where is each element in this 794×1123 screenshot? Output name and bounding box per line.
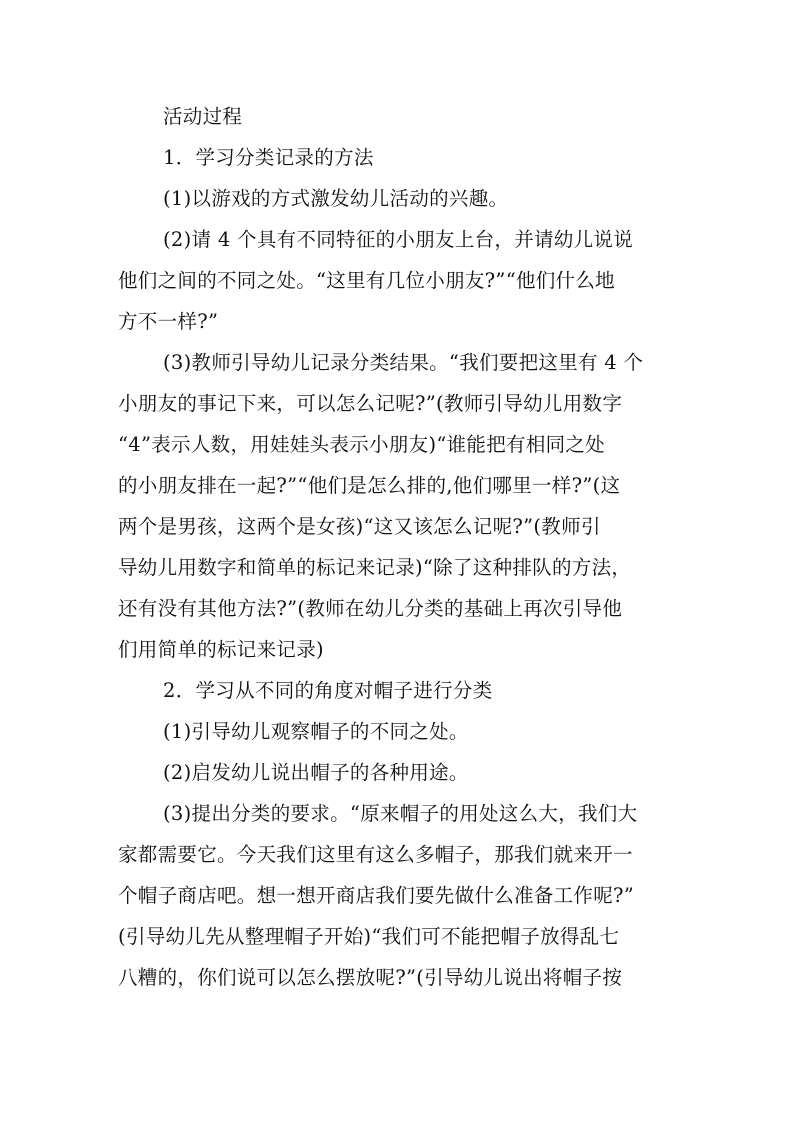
paragraph-line: (3)教师引导幼儿记录分类结果。“我们要把这里有 4 个: [163, 351, 644, 374]
paragraph-line: (2)请 4 个具有不同特征的小朋友上台，并请幼儿说说: [163, 228, 634, 251]
paragraph-line: (1)引导幼儿观察帽子的不同之处。: [163, 720, 469, 743]
paragraph-line: 导幼儿用数字和简单的标记来记录)“除了这种排队的方法，: [118, 556, 632, 579]
paragraph-line: 两个是男孩，这两个是女孩)“这又该怎么记呢?”(教师引: [118, 515, 601, 538]
paragraph-line: 们用简单的标记来记录): [118, 638, 324, 661]
paragraph-line: (3)提出分类的要求。“原来帽子的用处这么大，我们大: [163, 802, 638, 825]
paragraph-line: 方不一样?”: [118, 310, 219, 333]
paragraph-line: 的小朋友排在一起?”“他们是怎么排的,他们哪里一样?”(这: [118, 474, 621, 497]
paragraph-line: (2)启发幼儿说出帽子的各种用途。: [163, 761, 469, 784]
paragraph-line: 小朋友的事记下来，可以怎么记呢?”(教师引导幼儿用数字: [118, 392, 623, 415]
subsection-heading-1: 1．学习分类记录的方法: [163, 146, 374, 169]
paragraph-line: 家都需要它。今天我们这里有这么多帽子，那我们就来开一: [118, 843, 633, 866]
paragraph-line: 八糟的，你们说可以怎么摆放呢?”(引导幼儿说出将帽子按: [118, 966, 623, 989]
paragraph-line: (引导幼儿先从整理帽子开始)“我们可不能把帽子放得乱七: [118, 925, 620, 948]
paragraph-line: 他们之间的不同之处。“这里有几位小朋友?”“他们什么地: [118, 269, 615, 292]
paragraph-line: 个帽子商店吧。想一想开商店我们要先做什么准备工作呢?”: [118, 884, 635, 907]
subsection-heading-2: 2．学习从不同的角度对帽子进行分类: [163, 679, 493, 702]
paragraph-line: “4”表示人数，用娃娃头表示小朋友)“谁能把有相同之处: [118, 433, 606, 456]
paragraph-line: 还有没有其他方法?”(教师在幼儿分类的基础上再次引导他: [118, 597, 623, 620]
document-body: [118, 96, 678, 998]
paragraph-line: (1)以游戏的方式激发幼儿活动的兴趣。: [163, 187, 509, 210]
section-heading-activity-process: 活动过程: [163, 105, 243, 128]
